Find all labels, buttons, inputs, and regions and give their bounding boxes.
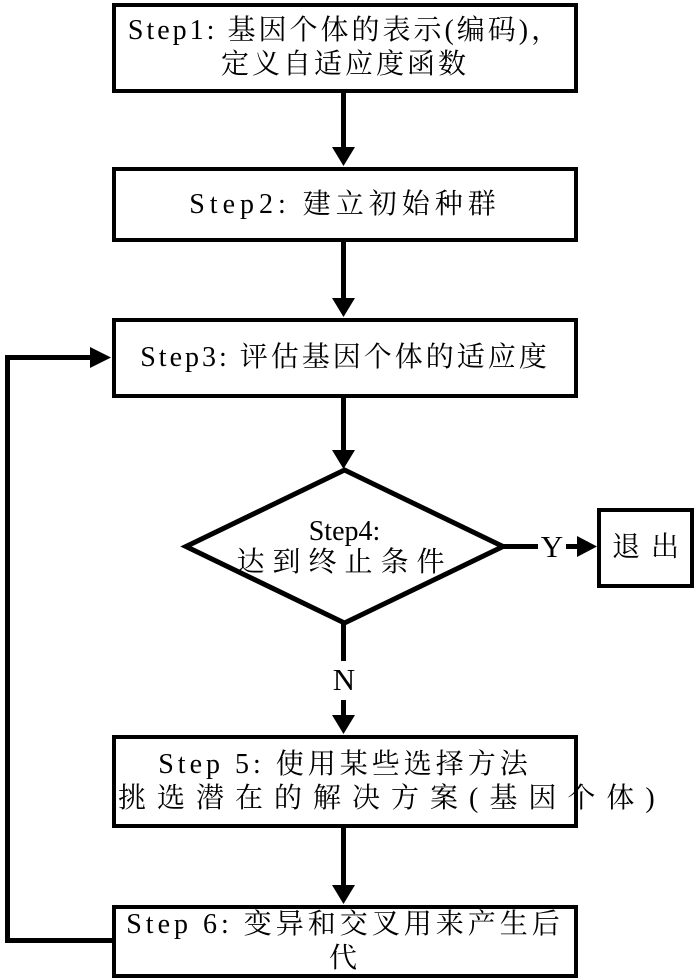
step4-decision-label xyxy=(186,478,503,615)
arrowhead-down-step5-icon xyxy=(332,715,355,734)
step1-text-line1: Step1: 基因个体的表示(编码)， xyxy=(127,15,563,46)
step3-text: Step3: 评估基因个体的适应度 xyxy=(140,342,550,373)
step5-text-line2: 挑选潜在的解决方案(基因个体) xyxy=(118,782,666,814)
step2-box xyxy=(112,167,578,242)
arrowhead-right-exit-icon xyxy=(577,536,597,557)
step4-text-line1: Step4: xyxy=(308,515,381,547)
step3-box xyxy=(112,318,578,398)
no-branch-label: N xyxy=(326,661,362,699)
step5-box xyxy=(112,735,666,828)
arrowhead-down-step3-icon xyxy=(332,298,355,317)
step2-text: Step2: 建立初始种群 xyxy=(189,188,501,220)
exit-box xyxy=(597,508,694,588)
step6-text: Step 6: 变异和交叉用来产生后代 xyxy=(126,908,564,974)
arrowhead-down-step2-icon xyxy=(332,147,355,166)
step5-text-line1: Step 5: 使用某些选择方法 xyxy=(158,748,532,780)
arrowhead-right-step3-icon xyxy=(90,347,111,368)
arrowhead-down-step6-icon xyxy=(332,885,355,904)
step1-box xyxy=(112,3,578,93)
step4-text-line2: 达到终止条件 xyxy=(236,546,453,578)
loopback-step6-step3-line xyxy=(8,358,113,941)
step6-box xyxy=(112,905,578,978)
arrowhead-down-step4-icon xyxy=(332,450,355,469)
yes-branch-label: Y xyxy=(538,528,566,565)
step1-text-line2: 定义自适应度函数 xyxy=(220,49,469,80)
exit-text: 退出 xyxy=(612,532,691,563)
